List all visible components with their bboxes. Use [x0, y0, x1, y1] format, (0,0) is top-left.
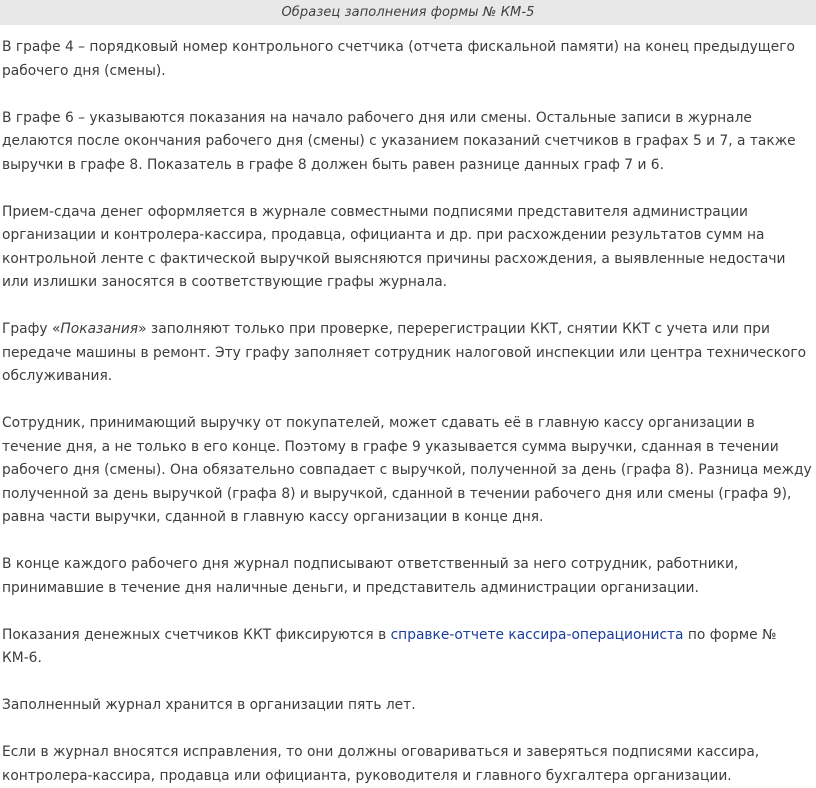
- form-caption: Образец заполнения формы № КМ-5: [281, 5, 535, 20]
- paragraph-counter-text-start: Показания денежных счетчиков ККТ фиксируются в: [2, 626, 391, 643]
- paragraph-column-4: В графе 4 – порядковый номер контрольного счетчика (отчета фискальной памяти) на конец предыдущего рабочего дня (смены).: [2, 39, 795, 79]
- paragraph-column-6: В графе 6 – указываются показания на начало рабочего дня или смены. Остальные записи в журнале делаются после окончания рабочего дня (смены) с указанием показаний счетчиков в графах 5 и 7, а также выручки в графе 8. Показатель в графе 8 должен быть равен разнице данных граф 7 и 6.: [2, 109, 796, 173]
- paragraph-retention: Заполненный журнал хранится в организации пять лет.: [2, 697, 416, 713]
- paragraph-corrections: Если в журнал вносятся исправления, то они должны оговариваться и заверяться подписями кассира, контролера-кассира, продавца или официанта, руководителя и главного бухгалтера организации.: [2, 744, 760, 784]
- paragraph-revenue-transfer: Сотрудник, принимающий выручку от покупателей, может сдавать её в главную кассу организации в течение дня, а не только в его конце. Поэтому в графе 9 указывается сумма выручки, сданная в течении рабочего дня (смены). Она обязательно совпадает с выручкой, полученной за день (графа 8). Разница между полученной за день выручкой (графа 8) и выручкой, сданной в течении рабочего дня или смены (графа 9), равна части выручки, сданной в главную кассу организации в конце дня.: [2, 415, 812, 525]
- paragraph-signatures: В конце каждого рабочего дня журнал подписывают ответственный за него сотрудник, работники, принимавшие в течение дня наличные деньги, и представитель администрации организации.: [2, 556, 739, 596]
- paragraph-counter-readings: [2, 624, 814, 671]
- km6-report-link[interactable]: справке-отчете кассира-операциониста: [390, 626, 684, 643]
- readings-term: Показания: [60, 321, 139, 337]
- caption-bar: [0, 0, 816, 25]
- paragraph-readings-column: [2, 318, 814, 389]
- article-body: [2, 36, 814, 788]
- paragraph-counter-text-end: по форме № КМ-6.: [2, 626, 777, 666]
- paragraph-readings-text-start: Графу «: [2, 321, 61, 337]
- paragraph-readings-text-end: » заполняют только при проверке, перерегистрации ККТ, снятии ККТ с учета или при передаче машины в ремонт. Эту графу заполняет сотрудник налоговой инспекции или центра технического обслуживания.: [2, 321, 807, 384]
- paragraph-cash-handover: Прием-сдача денег оформляется в журнале совместными подписями представителя администрации организации и контролера-кассира, продавца, официанта и др. при расхождении результатов сумм на контрольной ленте с фактической выручкой выясняются причины расхождения, а выявленные недостачи или излишки заносятся в соответствующие графы журнала.: [2, 203, 786, 290]
